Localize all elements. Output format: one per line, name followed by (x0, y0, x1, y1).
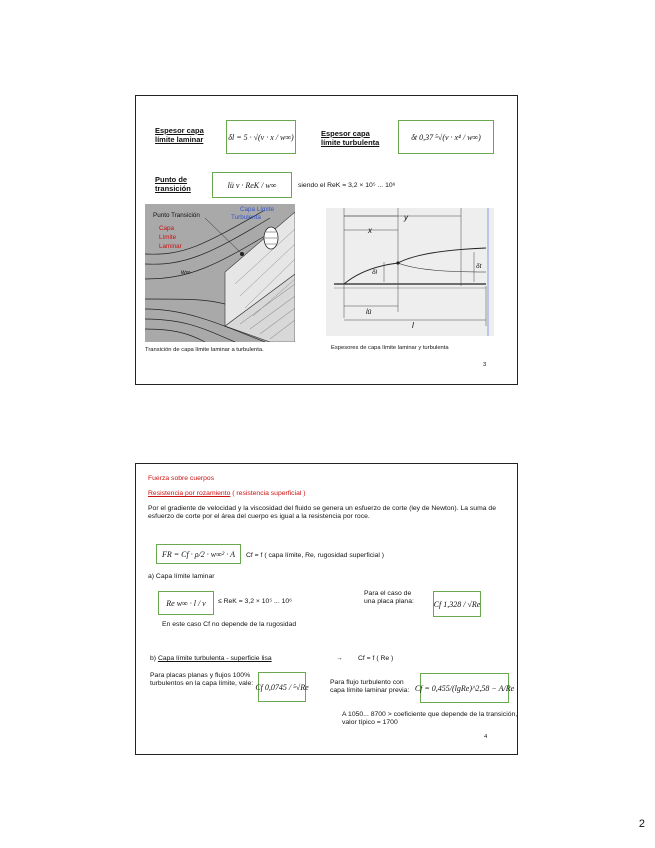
figure-transition (145, 204, 295, 342)
slide-2-number: 4 (484, 734, 488, 740)
a-note: A 1050... 8700 > coeficiente que depende de la transición, valor típico = 1700 (342, 711, 518, 727)
subtitle-underlined: Resistencia por rozamiento (148, 490, 231, 497)
label-laminar-layer-fig: Capa Límite Laminar (159, 225, 182, 250)
case-note: En este caso Cf no depende de la rugosidad (162, 621, 297, 628)
section-a-label: a) Capa límite laminar (148, 573, 215, 580)
transition-diagram (145, 204, 295, 342)
label-x: x (368, 226, 372, 235)
label-laminar-thickness: Espesor capa límite laminar (155, 126, 204, 144)
label-transition-point-fig: Punto Transición (153, 212, 200, 219)
reynolds-range: ≤ ReK = 3,2 × 10⁵ ... 10⁶ (218, 598, 292, 605)
label-lu: lü (366, 309, 372, 316)
formula-transition-point: lü ν · ReK / w∞ (212, 172, 292, 198)
thickness-diagram (326, 208, 494, 336)
label-w-fig: w∞ (181, 269, 191, 276)
formula-cf-laminar: Cf 1,328 / √Re (433, 591, 481, 617)
slide-2-title: Fuerza sobre cuerpos (148, 475, 215, 482)
label-delta-l: δl (372, 269, 378, 276)
plate-text: Para el caso de una placa plana: (364, 590, 414, 606)
cf-note: Cf = f ( capa límite, Re, rugosidad superficial ) (246, 552, 385, 559)
label-y: y (404, 213, 408, 222)
label-l: l (412, 321, 414, 330)
label-transition-point: Punto de transición (155, 175, 191, 193)
reynolds-note: siendo el ReK = 3,2 × 10⁵ ... 10⁶ (298, 182, 396, 189)
formula-turbulent-thickness: δt 0,37 ⁵√(ν · x⁴ / w∞) (398, 120, 494, 154)
slide-1 (135, 95, 518, 385)
arrow: → (336, 655, 343, 662)
caption-thickness: Espesores de capa límite laminar y turbulenta (331, 345, 449, 351)
section-b-prefix: b) (150, 655, 158, 662)
slide-2-subtitle (148, 490, 306, 498)
formula-cf-prior: Cf = 0,455/(lgRe)^2,58 − A/Re (420, 673, 509, 703)
slide-2-paragraph: Por el gradiente de velocidad y la viscosidad del fluido se genera un esfuerzo de corte (ley de Newton). La suma de esfuerzo de corte por el área del cuerpo es igual a la resistencia por roce. (148, 505, 496, 521)
formula-laminar-thickness: δl = 5 · √(ν · x / w∞) (226, 120, 296, 154)
plates-text: Para placas planas y flujos 100% turbulentos en la capa límite, vale: (150, 672, 254, 688)
section-b-label (150, 655, 272, 663)
subtitle-rest: ( resistencia superficial ) (230, 490, 306, 497)
slide-1-number: 3 (483, 362, 487, 368)
figure-thickness (326, 208, 494, 336)
formula-friction-force: FR = Cf · ρ/2 · w∞² · A (156, 544, 241, 564)
slide-2 (135, 463, 518, 755)
formula-reynolds: Re w∞ · l / ν (158, 591, 214, 615)
cf-re: Cf = f ( Re ) (358, 655, 394, 662)
prior-laminar-text: Para flujo turbulento con capa límite laminar previa: (330, 679, 410, 695)
page-number: 2 (638, 818, 645, 830)
section-b-underlined: Capa límite turbulenta - superficie lisa (157, 655, 272, 662)
formula-cf-turbulent: Cf 0,0745 / ⁵√Re (258, 672, 306, 702)
label-delta-t: δt (476, 263, 482, 270)
label-turbulent-layer-fig: Capa Límite Turbulenta (231, 206, 274, 221)
caption-transition: Transición de capa límite laminar a turbulenta. (145, 347, 264, 353)
label-turbulent-thickness: Espesor capa límite turbulenta (321, 129, 380, 147)
